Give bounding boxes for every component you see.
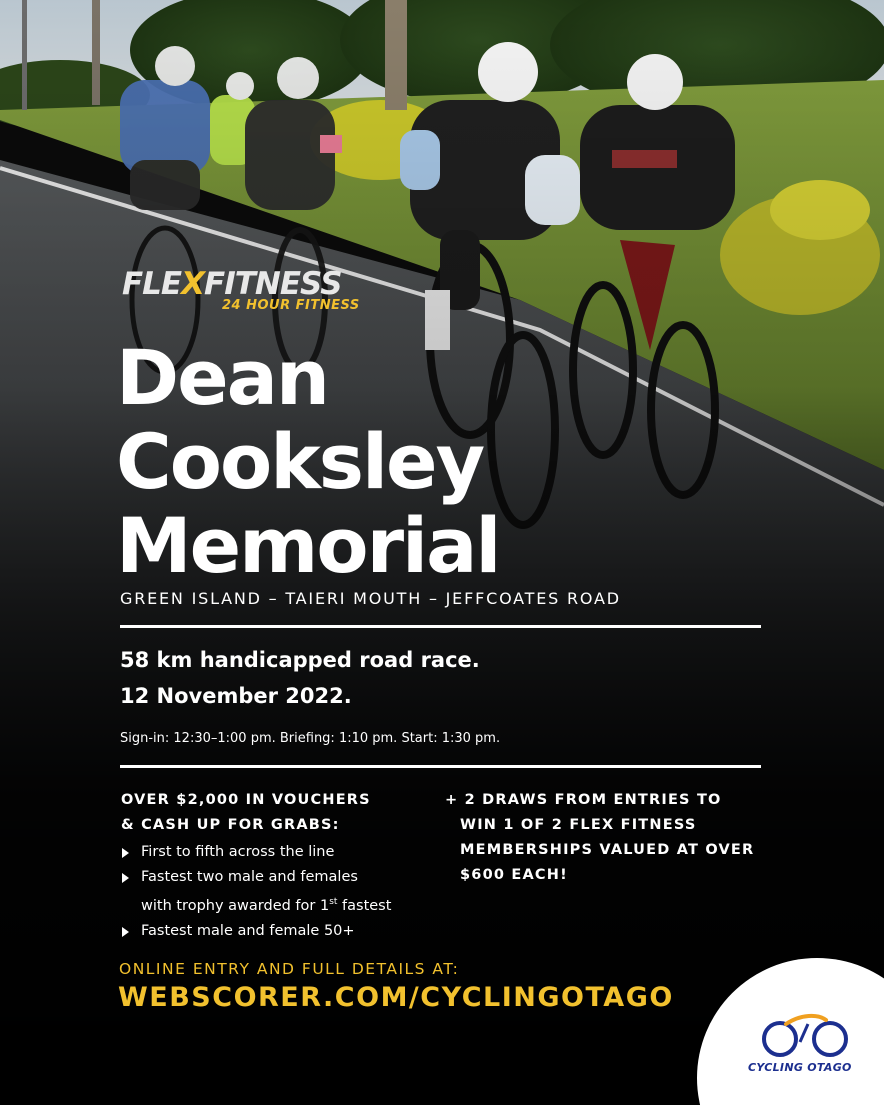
cycling-otago-logo-icon	[756, 1012, 852, 1062]
draws-line-4: $600 EACH!	[460, 867, 568, 883]
route-text: GREEN ISLAND – TAIERI MOUTH – JEFFCOATES ROAD	[120, 589, 621, 608]
title-line-2: Cooksley	[116, 417, 484, 506]
draws-section	[445, 788, 765, 888]
divider-top	[120, 625, 761, 628]
prizes-heading-1: OVER $2,000 IN VOUCHERS	[121, 792, 371, 808]
bullet-triangle-icon	[122, 927, 129, 937]
bullet-triangle-icon	[122, 873, 129, 883]
flex-fitness-wordmark	[122, 268, 360, 300]
prizes-section	[121, 788, 431, 944]
prize-item-2-line-2: with trophy awarded for 1	[141, 897, 330, 914]
brand-tagline: 24 HOUR FITNESS	[222, 298, 360, 313]
race-date: 12 November 2022.	[120, 684, 352, 708]
draws-line-1: + 2 DRAWS FROM ENTRIES TO	[445, 792, 722, 808]
entry-url-link[interactable]: WEBSCORER.COM/CYCLINGOTAGO	[118, 982, 674, 1013]
prizes-heading-2: & CASH UP FOR GRABS:	[121, 817, 340, 833]
divider-bottom	[120, 765, 761, 768]
list-item	[121, 865, 431, 919]
title-line-1: Dean	[116, 333, 329, 422]
brand-fitness-text: FITNESS	[204, 266, 342, 302]
prize-item-2-end: fastest	[337, 897, 392, 914]
event-title	[116, 333, 500, 590]
cycling-otago-text: CYCLING OTAGO	[748, 1061, 852, 1074]
prize-item-2-sup: st	[329, 897, 338, 907]
race-description: 58 km handicapped road race.	[120, 648, 480, 672]
list-item	[121, 919, 431, 944]
flex-fitness-logo	[122, 268, 360, 313]
title-line-3: Memorial	[116, 501, 500, 590]
prize-item-3: Fastest male and female 50+	[141, 922, 355, 939]
bullet-triangle-icon	[122, 848, 129, 858]
online-entry-label: ONLINE ENTRY AND FULL DETAILS AT:	[119, 960, 460, 978]
brand-x-text: X	[181, 266, 205, 302]
prize-item-2-line-1: Fastest two male and females	[141, 869, 358, 885]
prize-item-1: First to fifth across the line	[141, 844, 335, 860]
prizes-list	[121, 840, 431, 944]
draws-line-3: MEMBERSHIPS VALUED AT OVER	[460, 842, 755, 858]
brand-flex-text: FLE	[122, 266, 182, 302]
list-item	[121, 840, 431, 865]
draws-line-2: WIN 1 OF 2 FLEX FITNESS	[460, 817, 697, 833]
race-schedule: Sign-in: 12:30–1:00 pm. Briefing: 1:10 pm. Start: 1:30 pm.	[120, 731, 501, 746]
